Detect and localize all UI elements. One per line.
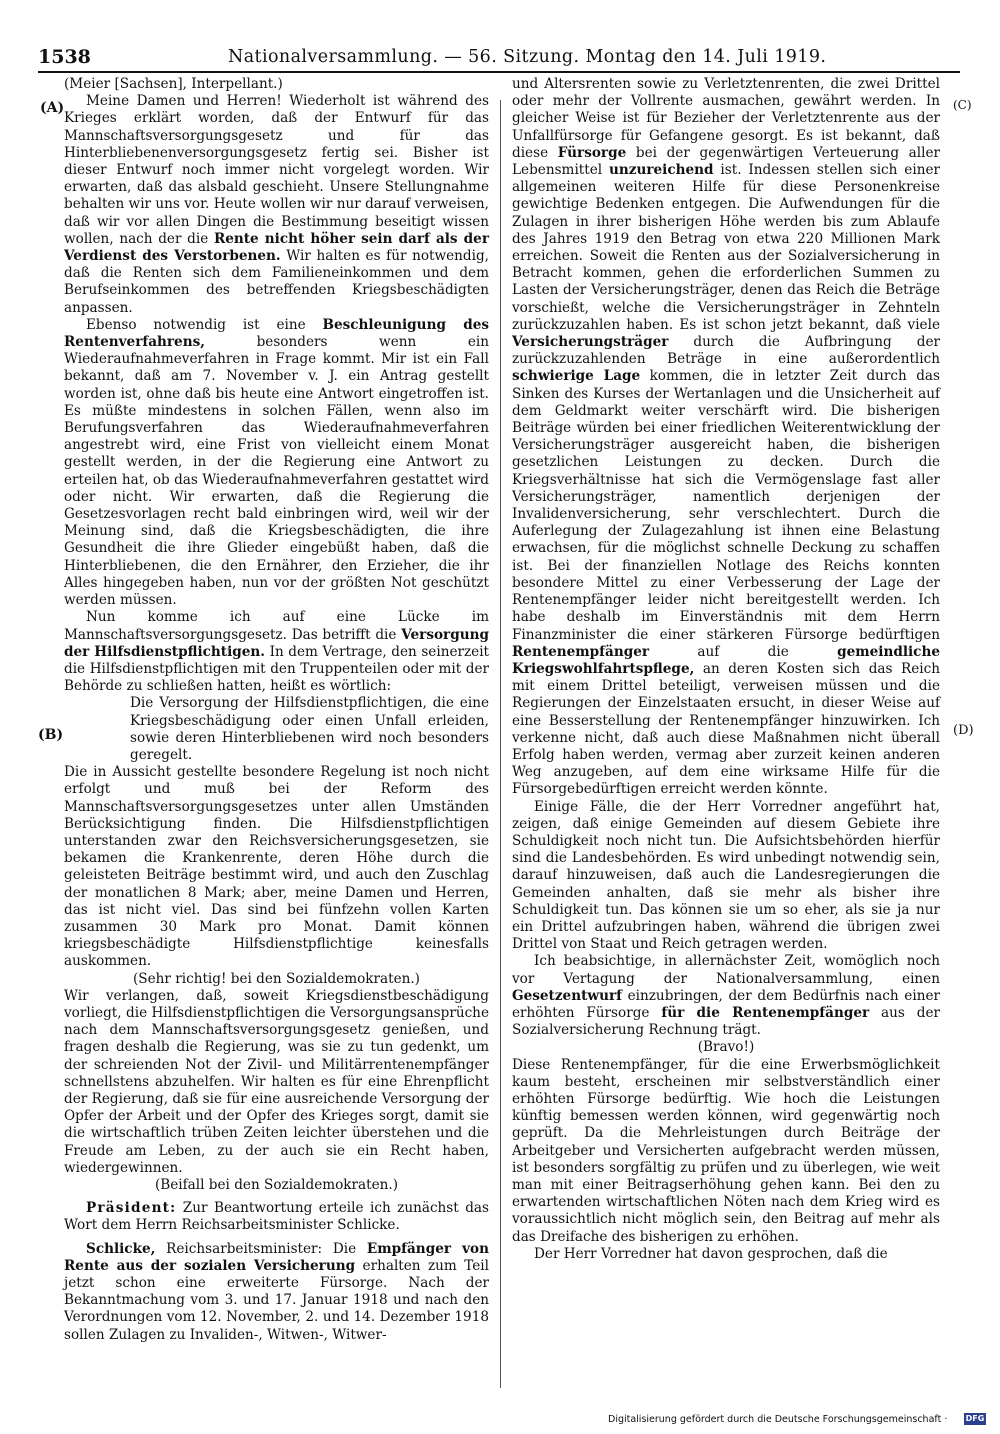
- paragraph: Wir verlangen, daß, soweit Kriegsdienstbeschädigung vorliegt, die Hilfsdienstpflichtigen die Versorgungsansprüche nach dem Mannschaftsversorgungsgesetz genießen, und fragen deshalb die Regierung, was sie zu tun gedenkt, um der schreienden Not der Zivil- und Militärrentenempfänger schnellstens abzuhelfen. Wir halten es für eine Ehrenpflicht der Regierung, daß sie für eine ausreichende Versorgung der Opfer der Arbeit und der Opfer des Krieges sorgt, damit sie die wirtschaftlich trüben Zeiten leichter überstehen und die Freude am Leben, zu der auch sie ein Recht haben, wiedergewinnen.: [64, 987, 489, 1176]
- footer-text: Digitalisierung gefördert durch die Deutsche Forschungsgemeinschaft ·: [608, 1414, 948, 1425]
- right-column: [512, 76, 940, 1263]
- paragraph: Die in Aussicht gestellte besondere Regelung ist noch nicht erfolgt und muß bei der Reform des Mannschaftsversorgungsgesetzes unter allen Umständen Berücksichtigung finden. Die Hilfsdienstpflichtigen unterstanden zwar den Reichsversicherungsgesetzen, sie bekamen die Krankenrente, deren Höhe durch die geleisteten Beiträge bestimmt wird, und auch den Zuschlag der monatlichen 8 Mark; aber, meine Damen und Herren, das ist nicht viel. Das sind bei fünfzehn vollen Karten zusammen 30 Mark pro Monat. Damit können kriegsbeschädigte Hilfsdienstpflichtige keinesfalls auskommen.: [64, 764, 489, 970]
- paragraph: Einige Fälle, die der Herr Vorredner angeführt hat, zeigen, daß einige Gemeinden auf diesem Gebiete ihre Schuldigkeit noch nicht tun. Die Aufsichtsbehörden hierfür sind die Landesbehörden. Es wird unbedingt notwendig sein, darauf hinzuweisen, daß auch die Landesregierungen die Gemeinden anhalten, daß sie mehr als bisher ihre Schuldigkeit tun. Das können sie um so eher, als sie ja nur ein Drittel aufzubringen haben, während die übrigen zwei Drittel von Staat und Reich getragen werden.: [512, 798, 940, 953]
- paragraph: Nun komme ich auf eine Lücke im Mannschaftsversorgungsgesetz. Das betrifft die Versorgung der Hilfsdienstpflichtigen. In dem Vertrage, den seinerzeit die Hilfsdienstpflichtigen mit den Truppenteilen oder mit der Behörde zu schließen hatten, heißt es wörtlich:: [64, 609, 490, 695]
- minister-speech: Schlicke, Reichsarbeitsminister: Die Empfänger von Rente aus der sozialen Versicherung erhalten zum Teil jetzt schon eine erweiterte Fürsorge. Nach der Bekanntmachung vom 3. und 17. Januar 1918 und nach den Verordnungen vom 12. November, 2. und 14. Dezember 1918 sollen Zulagen zu Invaliden-, Witwen-, Witwer-: [64, 1240, 490, 1343]
- paragraph: Meine Damen und Herren! Wiederholt ist während des Krieges erklärt worden, daß der Entwurf für das Mannschaftsversorgungsgesetz und für das Hinterbliebenenversorgungsgesetz fertig sei. Bisher ist dieser Entwurf noch immer nicht vorgelegt worden. Wir erwarten, daß das alsbald geschieht. Unsere Stellungnahme behalten wir uns vor. Heute wollen wir nur darauf verweisen, daß wir vor allen Dingen die Bestimmung beseitigt wissen wollen, nach der die Rente nicht höher sein darf als der Verdienst des Verstorbenen. Wir halten es für notwendig, daß die Renten sich dem Familieneinkommen und dem Berufseinkommen des betreffenden Kriegsbeschädigten anpassen.: [64, 93, 489, 316]
- running-title: Nationalversammlung. — 56. Sitzung. Montag den 14. Juli 1919.: [228, 47, 827, 67]
- emphasis: Empfänger von Rente aus der sozialen Versicherung: [64, 1240, 490, 1274]
- margin-mark-c: (C): [953, 98, 972, 112]
- margin-mark-b: (B): [38, 727, 64, 743]
- page-header: [38, 46, 960, 72]
- margin-mark-a: (A): [40, 100, 65, 116]
- speaker-name: Präsident:: [86, 1200, 177, 1217]
- president-speech: Präsident: Zur Beantwortung erteile ich zunächst das Wort dem Herrn Reichsarbeitsminister Schlicke.: [64, 1200, 489, 1234]
- block-quote: Die Versorgung der Hilfsdienstpflichtigen, die eine Kriegsbeschädigung oder einen Unfall erleiden, sowie deren Hinterbliebenen wird noch besonders geregelt.: [130, 695, 489, 763]
- interjection: (Bravo!): [697, 1039, 755, 1056]
- digitization-footer: [608, 1412, 988, 1428]
- emphasis: Versorgung der Hilfsdienstpflichtigen.: [64, 626, 489, 660]
- emphasis: Rente nicht höher sein darf als der Verdienst des Verstorbenen.: [64, 230, 489, 265]
- paragraph: Ich beabsichtige, in allernächster Zeit, womöglich noch vor Vertagung der Nationalversammlung, einen Gesetzentwurf einzubringen, der dem Bedürfnis nach einer erhöhten Fürsorge für die Rentenempfänger aus der Sozialversicherung Rechnung trägt.: [512, 953, 940, 1039]
- dfg-logo-icon: DFG: [965, 1414, 985, 1423]
- paragraph: Diese Rentenempfänger, für die eine Erwerbsmöglichkeit kaum besteht, erscheinen mir selbstverständlich einer erhöhten Fürsorge bedürftig. Wie hoch die Leistungen künftig bemessen werden können, wird gegenwärtig noch geprüft. Da die Mehrleistungen durch Beiträge der Arbeitgeber und Versicherten aufgebracht werden müssen, ist besonders sorgfältig zu prüfen und zu überlegen, wie weit man mit einer Beitragserhöhung gehen kann. Bei den zu erwartenden wirtschaftlichen Nöten nach dem Krieg wird es voraussichtlich nicht möglich sein, den Beitrag auf mehr als das Dreifache des bisherigen zu erhöhen.: [512, 1056, 940, 1245]
- paragraph: Ebenso notwendig ist eine Beschleunigung des Rentenverfahrens, besonders wenn ein Wiederaufnahmeverfahren in Frage kommt. Mir ist ein Fall bekannt, daß am 7. November v. J. ein Antrag gestellt worden ist, ohne daß bis heute eine Antwort eingetroffen ist. Es müßte mindestens in solchen Fällen, wenn also im Berufungsverfahren das Wiederaufnahmeverfahren angestrebt wird, eine Frist von vielleicht einem Monat gestellt werden, in der die Regierung eine Antwort zu erteilen hat, ob das Wiederaufnahmeverfahren gestattet wird oder nicht. Wir erwarten, daß die Regierung die Gesetzesvorlagen recht bald einbringen wird, weil wir der Meinung sind, daß die Kriegsbeschädigten, die ihre Gesundheit die ihre Glieder eingebüßt haben, daß die Hinterbliebenen, die den Ernährer, den Erzieher, die ihr Alles hingegeben haben, nun vor der größten Not geschützt werden müssen.: [64, 316, 490, 609]
- margin-mark-d: (D): [953, 723, 974, 738]
- emphasis: Beschleunigung des Rentenverfahrens,: [64, 316, 490, 351]
- paragraph: und Altersrenten sowie zu Verletztenrenten, die zwei Drittel oder mehr der Vollrente ausmachen, gewährt werden. In gleicher Weise ist für Bezieher der Verletztenrente aus der Unfallfürsorge für Gefangene gesorgt. Es ist bekannt, daß diese Fürsorge bei der gegenwärtigen Verteuerung aller Lebensmittel unzureichend ist. Indessen stellen sich einer allgemeinen weiteren Hilfe für diese Personenkreise gewichtige Bedenken entgegen. Die Aufwendungen für die Zulagen in ihrer bisherigen Höhe werden bis zum Ablaufe des Jahres 1919 den Betrag von etwa 220 Millionen Mark erreichen. Soweit die Renten aus der Sozialversicherung in Betracht kommen, gehen die erforderlichen Summen zu Lasten der Versicherungsträger, denen das Reich die Beträge vorschießt, welche die Versicherungsträger in Zehnteln zurückzuzahlen haben. Es ist schon jetzt bekannt, daß viele Versicherungsträger durch die Aufbringung der zurückzuzahlenden Beträge in eine außerordentlich schwierige Lage kommen, die in letzter Zeit durch das Sinken des Kurses der Wertanlagen und die Unsicherheit auf dem Geldmarkt weiter verschärft wird. Die bisherigen Beiträge würden bei einer friedlichen Weiterentwicklung der Versicherungsträger ausgereicht haben, die bisherigen gesetzlichen Leistungen zu decken. Durch die Kriegsverhältnisse hat sich die Vermögenslage fast aller Versicherungsträger, namentlich derjenigen der Invalidenversicherung, sehr verschlechtert. Durch die Auferlegung der Zulagezahlung ist ihnen eine Belastung erwachsen, für die möglichst schnelle Deckung zu schaffen ist. Bei der finanziellen Notlage des Reichs konnten besondere Mittel zu einer Verbesserung der Lage der Rentenempfänger leider nicht bereitgestellt werden. Ich habe deshalb im Einverständnis mit dem Herrn Finanzminister die einer stärkeren Fürsorge bedürftigen Rentenempfänger auf die gemeindliche Kriegswohlfahrtspflege, an deren Kosten sich das Reich mit einem Drittel beteiligt, verweisen müssen und die Regierungen der Einzelstaaten ersucht, in dieser Weise auf eine Besserstellung der Rentenempfänger hinzuwirken. Ich verkenne nicht, daß auch diese Maßnahmen nicht überall Erfolg haben werden, vermag aber zurzeit keinen anderen Weg anzugeben, auf dem eine wirksame Hilfe für die Fürsorgebedürftigen erreicht werden könnte.: [512, 76, 941, 798]
- paragraph: Der Herr Vorredner hat davon gesprochen, daß die: [534, 1245, 888, 1262]
- page-number: 1538: [38, 46, 91, 68]
- interjection: (Sehr richtig! bei den Sozialdemokraten.): [133, 970, 420, 987]
- header-rule: [38, 71, 960, 73]
- column-divider: [500, 100, 501, 1388]
- interjection: (Beifall bei den Sozialdemokraten.): [154, 1177, 399, 1193]
- speaker-name: Schlicke,: [86, 1240, 156, 1257]
- left-column: [64, 76, 489, 1344]
- speaker-note: (Meier [Sachsen], Interpellant.): [64, 76, 283, 92]
